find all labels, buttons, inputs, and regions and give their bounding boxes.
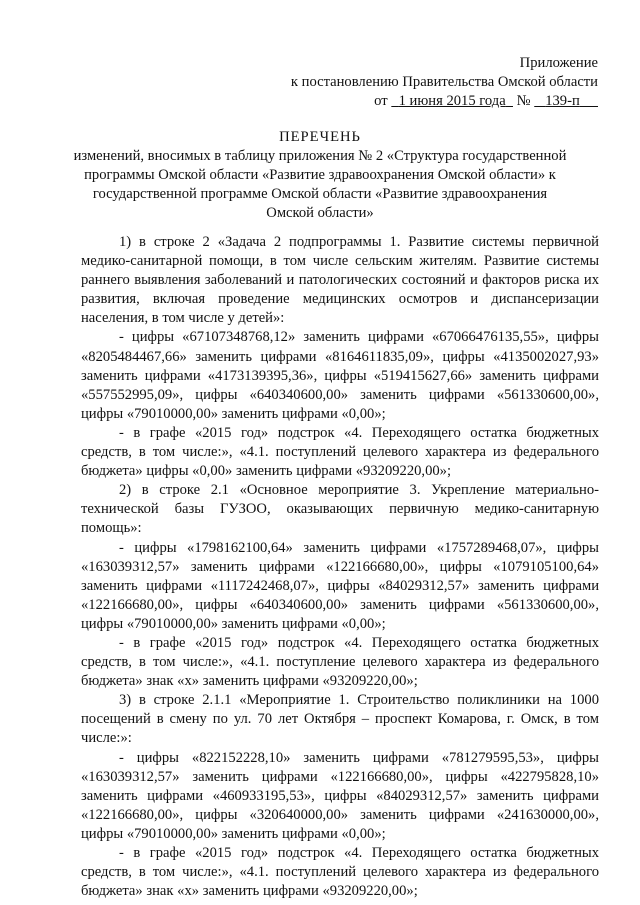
paragraph-item-2: 2) в строке 2.1 «Основное мероприятие 3. Укрепление материально-технической базы ГУЗОО, оказывающих первичную медико-санитарную помощь»:: [81, 482, 599, 537]
appendix-label: Приложение: [519, 55, 598, 71]
number-sign: №: [516, 93, 531, 109]
document-heading: [70, 128, 570, 223]
appendix-date-line: [291, 92, 598, 111]
appendix-block: [291, 54, 598, 111]
paragraph-bullet: - в графе «2015 год» подстрок «4. Переходящего остатка бюджетных средств, в том числе:», «4.1. поступлений целевого характера из федерального бюджета» цифры «0,00» заменить цифрами «93209220,00»;: [81, 424, 599, 480]
paragraph-item-1: 1) в строке 2 «Задача 2 подпрограммы 1. Развитие системы первичной медико-санитарной помощи, в том числе сельским жителям. Развитие системы раннего выявления заболеваний и патологических состояний и факторов риска их развития, включая проведение медицинских осмотров и диспансеризации населения, в том числе у детей»:: [81, 234, 599, 327]
document-subtitle-line: Омской области»: [266, 205, 374, 221]
paragraph-bullet: - в графе «2015 год» подстрок «4. Переходящего остатка бюджетных средств, в том числе:», «4.1. поступлений целевого характера из федерального бюджета» знак «х» заменить цифрами «93209220,00»;: [81, 845, 599, 900]
paragraph-bullet: - цифры «1798162100,64» заменить цифрами «1757289468,07», цифры «163039312,57» заменить цифрами «122166680,00», цифры «1079105100,64» заменить цифрами «1117242468,07», цифры «84029312,57» заменить цифрами «122166680,00», цифры «640340600,00» заменить цифрами «561330600,00», цифры «79010000,00» заменить цифрами «0,00»;: [81, 539, 599, 632]
paragraph-item-3: 3) в строке 2.1.1 «Мероприятие 1. Строительство поликлиники на 1000 посещений в смену по ул. 70 лет Октября – проспект Комарова, г. Омск, в том числе:»:: [81, 692, 599, 747]
document-title: ПЕРЕЧЕНЬ: [279, 129, 361, 145]
document-body: [81, 233, 599, 901]
resolution-number: 139-п: [545, 93, 580, 109]
paragraph-bullet: - цифры «822152228,10» заменить цифрами «781279595,53», цифры «163039312,57» заменить цифрами «122166680,00», цифры «422795828,10» заменить цифрами «460933195,53», цифры «84029312,57» заменить цифрами «122166680,00», цифры «320640000,00» заменить цифрами «241630000,00», цифры «79010000,00» заменить цифрами «0,00»;: [81, 749, 599, 842]
date-prefix: от: [374, 93, 388, 109]
paragraph-bullet: - цифры «67107348768,12» заменить цифрами «67066476135,55», цифры «8205484467,66» заменить цифрами «8164611835,09», цифры «4135002027,93» заменить цифрами «4173139395,36», цифры «519415627,66» заменить цифрами «557552995,09», цифры «640340600,00» заменить цифрами «561330600,00», цифры «79010000,00» заменить цифрами «0,00»;: [81, 329, 599, 422]
resolution-date: 1 июня 2015 года: [398, 93, 506, 109]
paragraph-bullet: - в графе «2015 год» подстрок «4. Переходящего остатка бюджетных средств, в том числе:», «4.1. поступление целевого характера из федерального бюджета» знак «х» заменить цифрами «93209220,00»;: [81, 634, 599, 690]
document-subtitle-line: изменений, вносимых в таблицу приложения № 2 «Структура государственной: [73, 148, 567, 164]
document-subtitle-line: программы Омской области «Развитие здравоохранения Омской области» к: [84, 167, 556, 183]
appendix-resolution: к постановлению Правительства Омской области: [290, 74, 598, 90]
document-subtitle-line: государственной программе Омской области «Развитие здравоохранения: [92, 186, 548, 202]
